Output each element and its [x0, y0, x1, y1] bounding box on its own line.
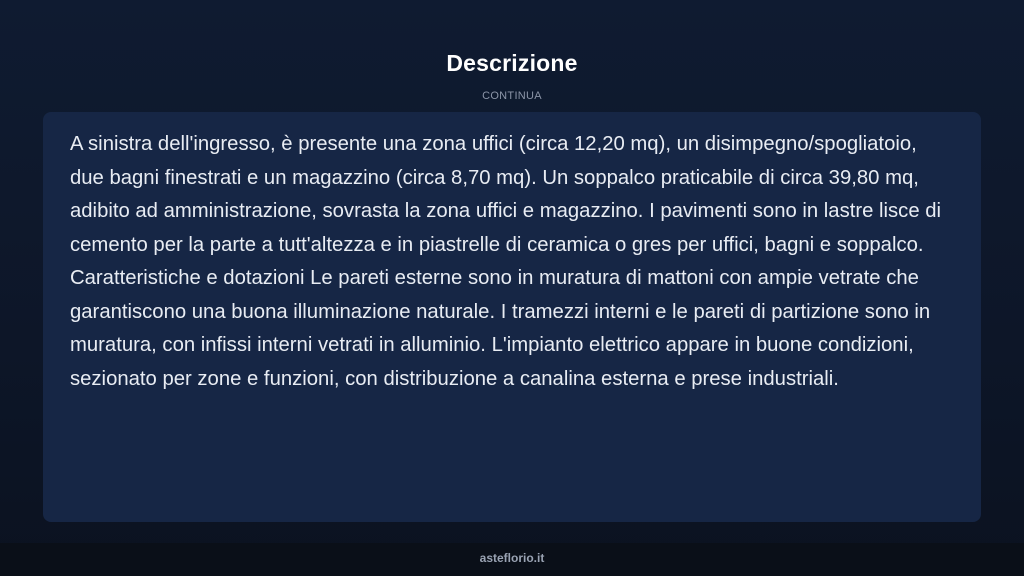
site-name: asteflorio.it — [479, 551, 545, 565]
description-card — [43, 112, 981, 522]
continua-label: CONTINUA — [482, 90, 542, 102]
description-text: A sinistra dell'ingresso, è presente una zona uffici (circa 12,20 mq), un disimpegno/spogliatoio, due bagni finestrati e un magazzino (circa 8,70 mq). Un soppalco praticabile di circa 39,80 mq, adibito ad amministrazione, sovrasta la zona uffici e magazzino. I pavimenti sono in lastre lisce di cemento per la parte a tutt'altezza e in piastrelle di ceramica o gres per uffici, bagni e soppalco. Caratteristiche e dotazioni Le pareti esterne sono in muratura di mattoni con ampie vetrate che garantiscono una buona illuminazione naturale. I tramezzi interni e le pareti di partizione sono in muratura, con infissi interni vetrati in alluminio. L'impianto elettrico appare in buone condizioni, sezionato per zone e funzioni, con distribuzione a canalina esterna e prese industriali. — [70, 133, 942, 390]
footer-bar — [0, 543, 1024, 576]
page-title: Descrizione — [446, 50, 578, 76]
